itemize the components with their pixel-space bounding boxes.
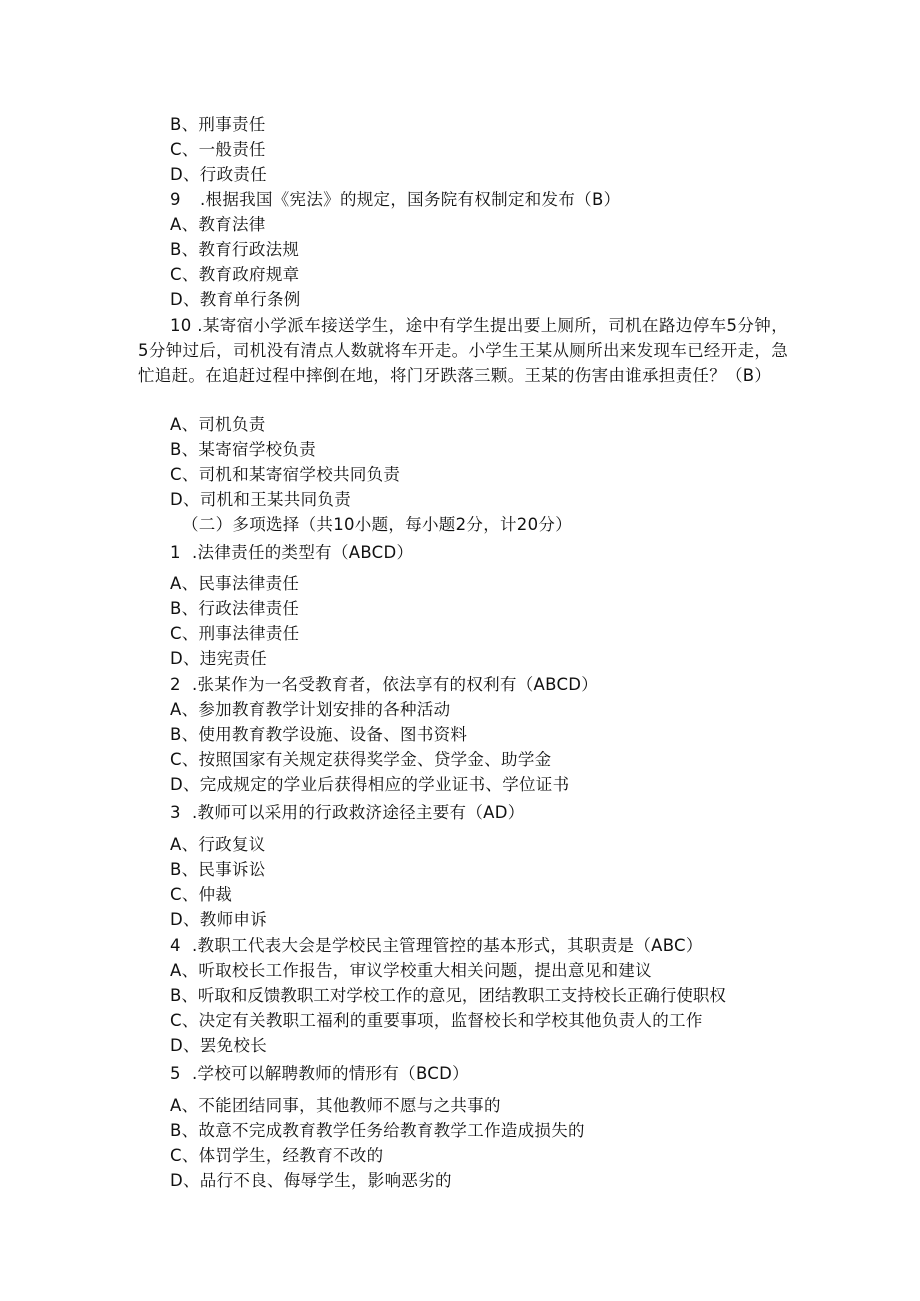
question-m3	[170, 802, 525, 824]
option-line: C、决定有关教职工福利的重要事项，监督校长和学校其他负责人的工作	[170, 1011, 703, 1030]
option-line: A、不能团结同事，其他教师不愿与之共事的	[170, 1096, 501, 1115]
option-line: D、违宪责任	[170, 649, 268, 668]
option-line: C、司机和某寄宿学校共同负责	[170, 465, 401, 484]
option-line: A、民事法律责任	[170, 574, 300, 593]
question-number: 5	[170, 1064, 181, 1083]
option-line: A、听取校长工作报告，审议学校重大相关问题，提出意见和建议	[170, 961, 652, 980]
option-line: C、仲裁	[170, 885, 233, 904]
option-line: B、教育行政法规	[170, 240, 300, 259]
option-line: D、教育单行条例	[170, 290, 301, 309]
option-line: C、教育政府规章	[170, 265, 300, 284]
option-line: B、民事诉讼	[170, 860, 266, 879]
question-text: .学校可以解聘教师的情形有（BCD）	[192, 1064, 469, 1083]
option-line: A、行政复议	[170, 835, 266, 854]
option-line: A、教育法律	[170, 215, 266, 234]
section-heading: （二）多项选择（共10小题，每小题2分，计20分）	[182, 515, 572, 534]
question-9	[170, 189, 620, 211]
question-number: 1	[170, 543, 181, 562]
option-line: D、罢免校长	[170, 1036, 268, 1055]
question-text: .法律责任的类型有（ABCD）	[192, 543, 414, 562]
option-line: D、教师申诉	[170, 910, 268, 929]
option-line: D、行政责任	[170, 165, 268, 184]
option-line: B、听取和反馈教职工对学校工作的意见，团结教职工支持校长正确行使职权	[170, 986, 726, 1005]
option-line: D、品行不良、侮辱学生，影响恶劣的	[170, 1171, 452, 1190]
option-line: A、司机负责	[170, 415, 266, 434]
option-line: B、故意不完成教育教学任务给教育教学工作造成损失的	[170, 1121, 585, 1140]
option-line: C、一般责任	[170, 140, 266, 159]
option-line: B、使用教育教学设施、设备、图书资料	[170, 725, 468, 744]
question-text: .张某作为一名受教育者，依法享有的权利有（ABCD）	[192, 675, 599, 694]
option-line: B、某寄宿学校负责	[170, 440, 317, 459]
option-line: D、司机和王某共同负责	[170, 490, 352, 509]
question-text: .根据我国《宪法》的规定，国务院有权制定和发布（B）	[200, 190, 621, 209]
option-line: C、按照国家有关规定获得奖学金、贷学金、助学金	[170, 750, 552, 769]
option-line: B、刑事责任	[170, 115, 266, 134]
question-m4	[170, 935, 703, 957]
question-text: .教师可以采用的行政救济途径主要有（AD）	[192, 803, 525, 822]
question-number: 2	[170, 675, 181, 694]
question-number: 4	[170, 936, 181, 955]
option-line: C、体罚学生，经教育不改的	[170, 1146, 384, 1165]
option-line: D、完成规定的学业后获得相应的学业证书、学位证书	[170, 775, 570, 794]
option-line: C、刑事法律责任	[170, 624, 300, 643]
question-10: 10 .某寄宿小学派车接送学生，途中有学生提出要上厕所，司机在路边停车5分钟，5分钟过后，司机没有清点人数就将车开走。小学生王某从厕所出来发现车已经开走，急忙追赶。在追赶过程中摔倒在地，将门牙跌落三颗。王某的伤害由谁承担责任？（B）	[138, 316, 788, 385]
question-number: 9	[170, 190, 181, 209]
option-line: A、参加教育教学计划安排的各种活动	[170, 700, 451, 719]
question-m2	[170, 674, 598, 696]
question-number: 3	[170, 803, 181, 822]
option-line: B、行政法律责任	[170, 599, 300, 618]
question-m1	[170, 542, 413, 564]
question-m5	[170, 1063, 469, 1085]
question-text: .教职工代表大会是学校民主管理管控的基本形式，其职责是（ABC）	[192, 936, 703, 955]
